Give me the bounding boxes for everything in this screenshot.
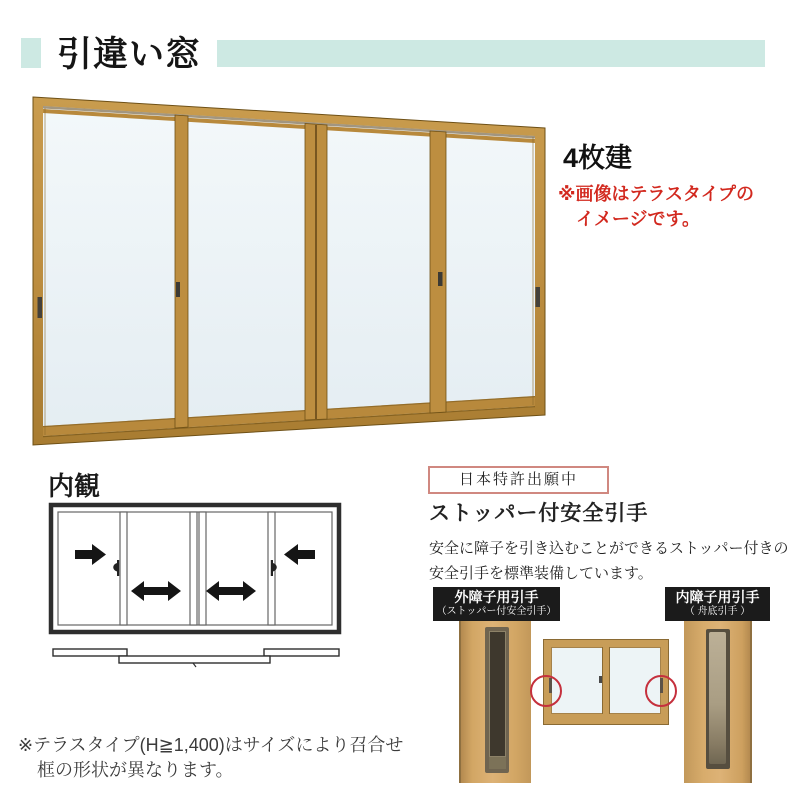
footnote-line2: 框の形状が異なります。 xyxy=(37,760,234,780)
interior-view-label: 内観 xyxy=(48,471,101,501)
image-note-line1: ※画像はテラスタイプの xyxy=(558,184,755,204)
plan-view-rail xyxy=(119,656,270,663)
outer-handle-tag xyxy=(433,587,560,621)
sash-handle-icon xyxy=(536,287,541,307)
inner-handle-tag-line1: 内障子用引手 xyxy=(675,589,760,605)
recessed-handle-icon xyxy=(706,629,730,769)
title-accent-bar xyxy=(217,40,765,67)
image-note xyxy=(558,182,754,232)
annotation-circle-icon xyxy=(645,675,677,707)
plan-view-rail xyxy=(264,649,339,656)
patent-badge: 日本特許出願中 xyxy=(428,466,609,494)
outer-handle-tag-line1: 外障子用引手 xyxy=(454,589,539,605)
mini-window-lock-icon xyxy=(599,676,602,683)
recessed-handle-icon xyxy=(485,627,509,773)
footnote-line1: ※テラスタイプ(H≧1,400)はサイズにより召合せ xyxy=(18,735,404,755)
inner-handle-tag xyxy=(665,587,770,621)
plan-view-rail xyxy=(53,649,127,656)
feature-description xyxy=(429,536,789,586)
feature-description-line1: 安全に障子を引き込むことができるストッパー付きの xyxy=(429,540,789,557)
sash-handle-icon xyxy=(176,282,180,297)
feature-heading: ストッパー付安全引手 xyxy=(429,502,649,525)
footnote xyxy=(18,733,403,783)
annotation-circle-icon xyxy=(530,675,562,707)
feature-description-line2: 安全引手を標準装備しています。 xyxy=(429,565,653,582)
inner-handle-photo xyxy=(684,621,752,783)
panel-count-label: 4枚建 xyxy=(563,143,633,173)
title-accent-square xyxy=(21,38,41,68)
outer-handle-tag-line2: （ストッパー付安全引手） xyxy=(436,606,557,617)
mini-window-center-stile xyxy=(602,647,610,714)
inner-handle-tag-line2: （ 舟底引手 ） xyxy=(684,606,751,617)
product-photo-4-panel-window xyxy=(20,85,560,465)
interior-view-diagram xyxy=(30,495,360,680)
outer-handle-photo xyxy=(459,621,531,783)
stile-1 xyxy=(175,115,188,428)
page-title: 引違い窓 xyxy=(57,35,202,74)
sash-handle-icon xyxy=(38,297,43,318)
image-note-line2: イメージです。 xyxy=(576,209,701,229)
window-glass xyxy=(43,106,535,436)
sash-handle-icon xyxy=(438,272,443,286)
